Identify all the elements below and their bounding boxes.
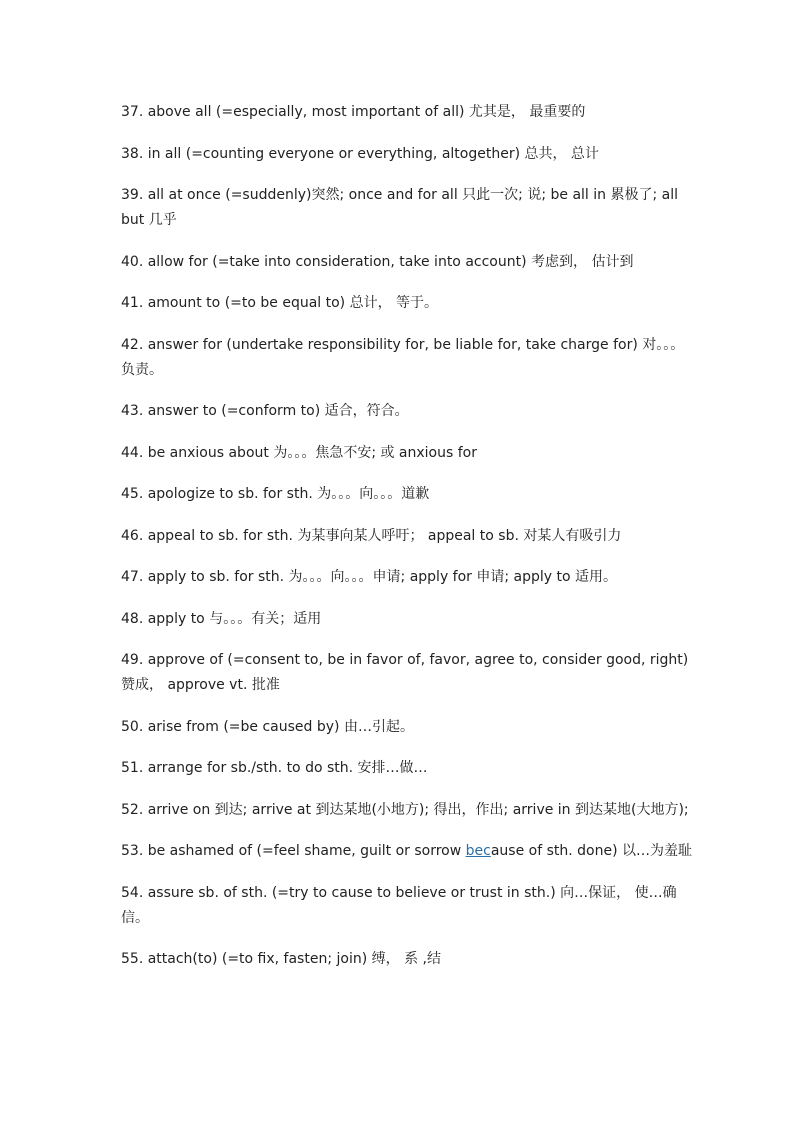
entry-54: 54. assure sb. of sth. (=try to cause to believe or trust in sth.) 向…保证， 使…确信。: [121, 884, 677, 926]
entry-51: 51. arrange for sb./sth. to do sth. 安排…做…: [121, 760, 428, 776]
entry-41: 41. amount to (=to be equal to) 总计， 等于。: [121, 295, 439, 311]
entry-37: 37. above all (=especially, most important of all) 尤其是， 最重要的: [121, 104, 586, 120]
document-page: [121, 100, 693, 989]
entry-50: 50. arise from (=be caused by) 由…引起。: [121, 718, 414, 735]
entry-53-text-start: 53. be ashamed of (=feel shame, guilt or sorrow: [121, 843, 466, 859]
entry-43: 43. answer to (=conform to) 适合，符合。: [121, 403, 409, 419]
entry-55: 55. attach(to) (=to fix, fasten; join) 缚， 系 ,结: [121, 951, 441, 967]
entry-39: 39. all at once (=suddenly)突然; once and for all 只此一次; 说; be all in 累极了; all but 几乎: [121, 187, 678, 228]
entry-53: [121, 839, 693, 864]
entry-46: 46. appeal to sb. for sth. 为某事向某人呼吁； appeal to sb. 对某人有吸引力: [121, 527, 622, 544]
entry-38: 38. in all (=counting everyone or everything, altogether) 总共， 总计: [121, 145, 599, 162]
entry-53-link[interactable]: bec: [465, 843, 491, 859]
entry-45: 45. apologize to sb. for sth. 为。。。向。。。道歉: [121, 486, 430, 502]
entry-42: 42. answer for (undertake responsibility for, be liable for, take charge for) 对。。。负责。: [121, 336, 685, 378]
entry-48: 48. apply to 与。。。有关；适用: [121, 610, 322, 627]
entry-44: 44. be anxious about 为。。。焦急不安; 或 anxious for: [121, 444, 477, 461]
entry-40: 40. allow for (=take into consideration, take into account) 考虑到， 估计到: [121, 253, 634, 270]
entry-49: 49. approve of (=consent to, be in favor of, favor, agree to, consider good, right) 赞成， approve vt. 批准: [121, 652, 689, 693]
entry-53-text-end: ause of sth. done) 以…为羞耻: [490, 843, 693, 859]
entry-52: 52. arrive on 到达; arrive at 到达某地(小地方); 得出，作出; arrive in 到达某地(大地方);: [121, 801, 689, 818]
entry-47: 47. apply to sb. for sth. 为。。。向。。。申请; apply for 申请; apply to 适用。: [121, 569, 618, 585]
